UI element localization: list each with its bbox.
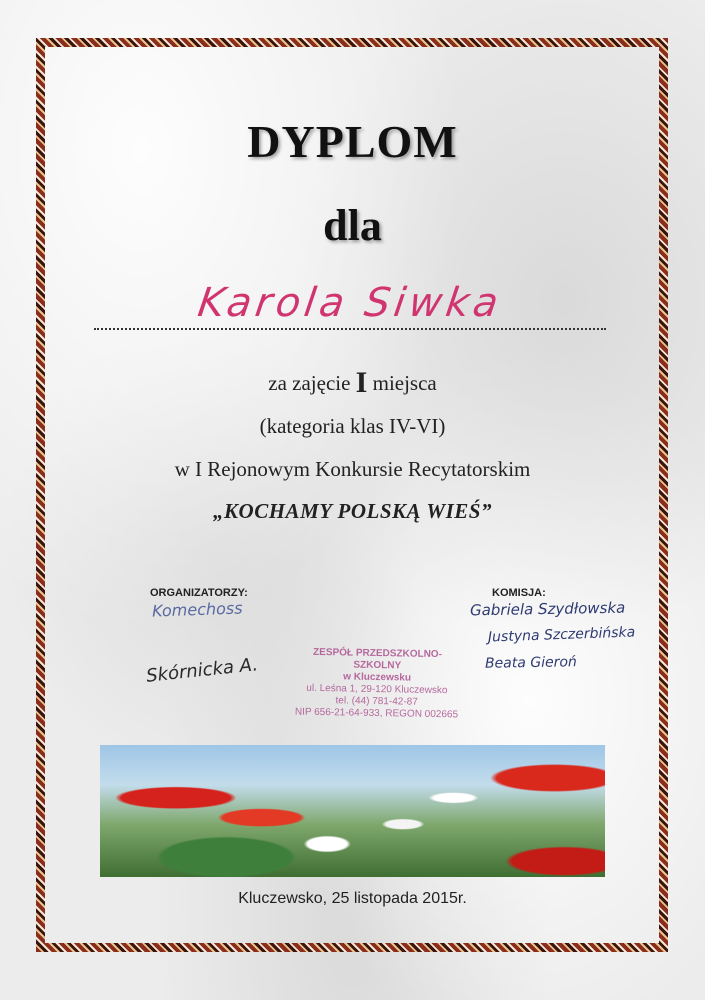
- committee-signature-2: Justyna Szczerbińska: [487, 624, 636, 646]
- committee-signature-1: Gabriela Szydłowska: [469, 598, 626, 620]
- place-line: [0, 366, 705, 400]
- place-number: I: [355, 366, 368, 399]
- stamp-line-5: NIP 656-21-64-933, REGON 002665: [294, 706, 459, 721]
- place-suffix: miejsca: [372, 371, 437, 395]
- place-date: Kluczewsko, 25 listopada 2015r.: [238, 890, 467, 907]
- organizers-label: ORGANIZATORZY:: [150, 587, 248, 599]
- stamp-line-2: w Kluczewsku: [343, 671, 412, 684]
- organizer-signature-2: Skórnicka A.: [145, 654, 259, 687]
- committee-label: KOMISJA:: [492, 587, 546, 599]
- organizer-signature-1: Komechoss: [151, 598, 243, 621]
- school-stamp: [291, 647, 462, 722]
- recipient-dotted-line: [94, 328, 606, 330]
- committee-signature-3: Beata Gieroń: [484, 654, 578, 672]
- stamp-line-4: tel. (44) 781-42-87: [335, 695, 418, 708]
- contest-line: w I Rejonowym Konkursie Recytatorskim: [174, 457, 531, 481]
- diploma-title: DYPLOM: [247, 116, 458, 167]
- stamp-line-1: ZESPÓŁ PRZEDSZKOLNO-SZKOLNY: [312, 646, 443, 672]
- recipient-name: Karola Siwka: [195, 280, 505, 326]
- diploma-subtitle: dla: [323, 201, 382, 250]
- stamp-line-3: ul. Leśna 1, 29-120 Kluczewsko: [306, 682, 448, 697]
- poppy-field-banner: [100, 745, 605, 877]
- contest-name: „KOCHAMY POLSKĄ WIEŚ”: [213, 499, 492, 523]
- place-prefix: za zajęcie: [268, 371, 351, 395]
- category-line: (kategoria klas IV-VI): [259, 414, 446, 438]
